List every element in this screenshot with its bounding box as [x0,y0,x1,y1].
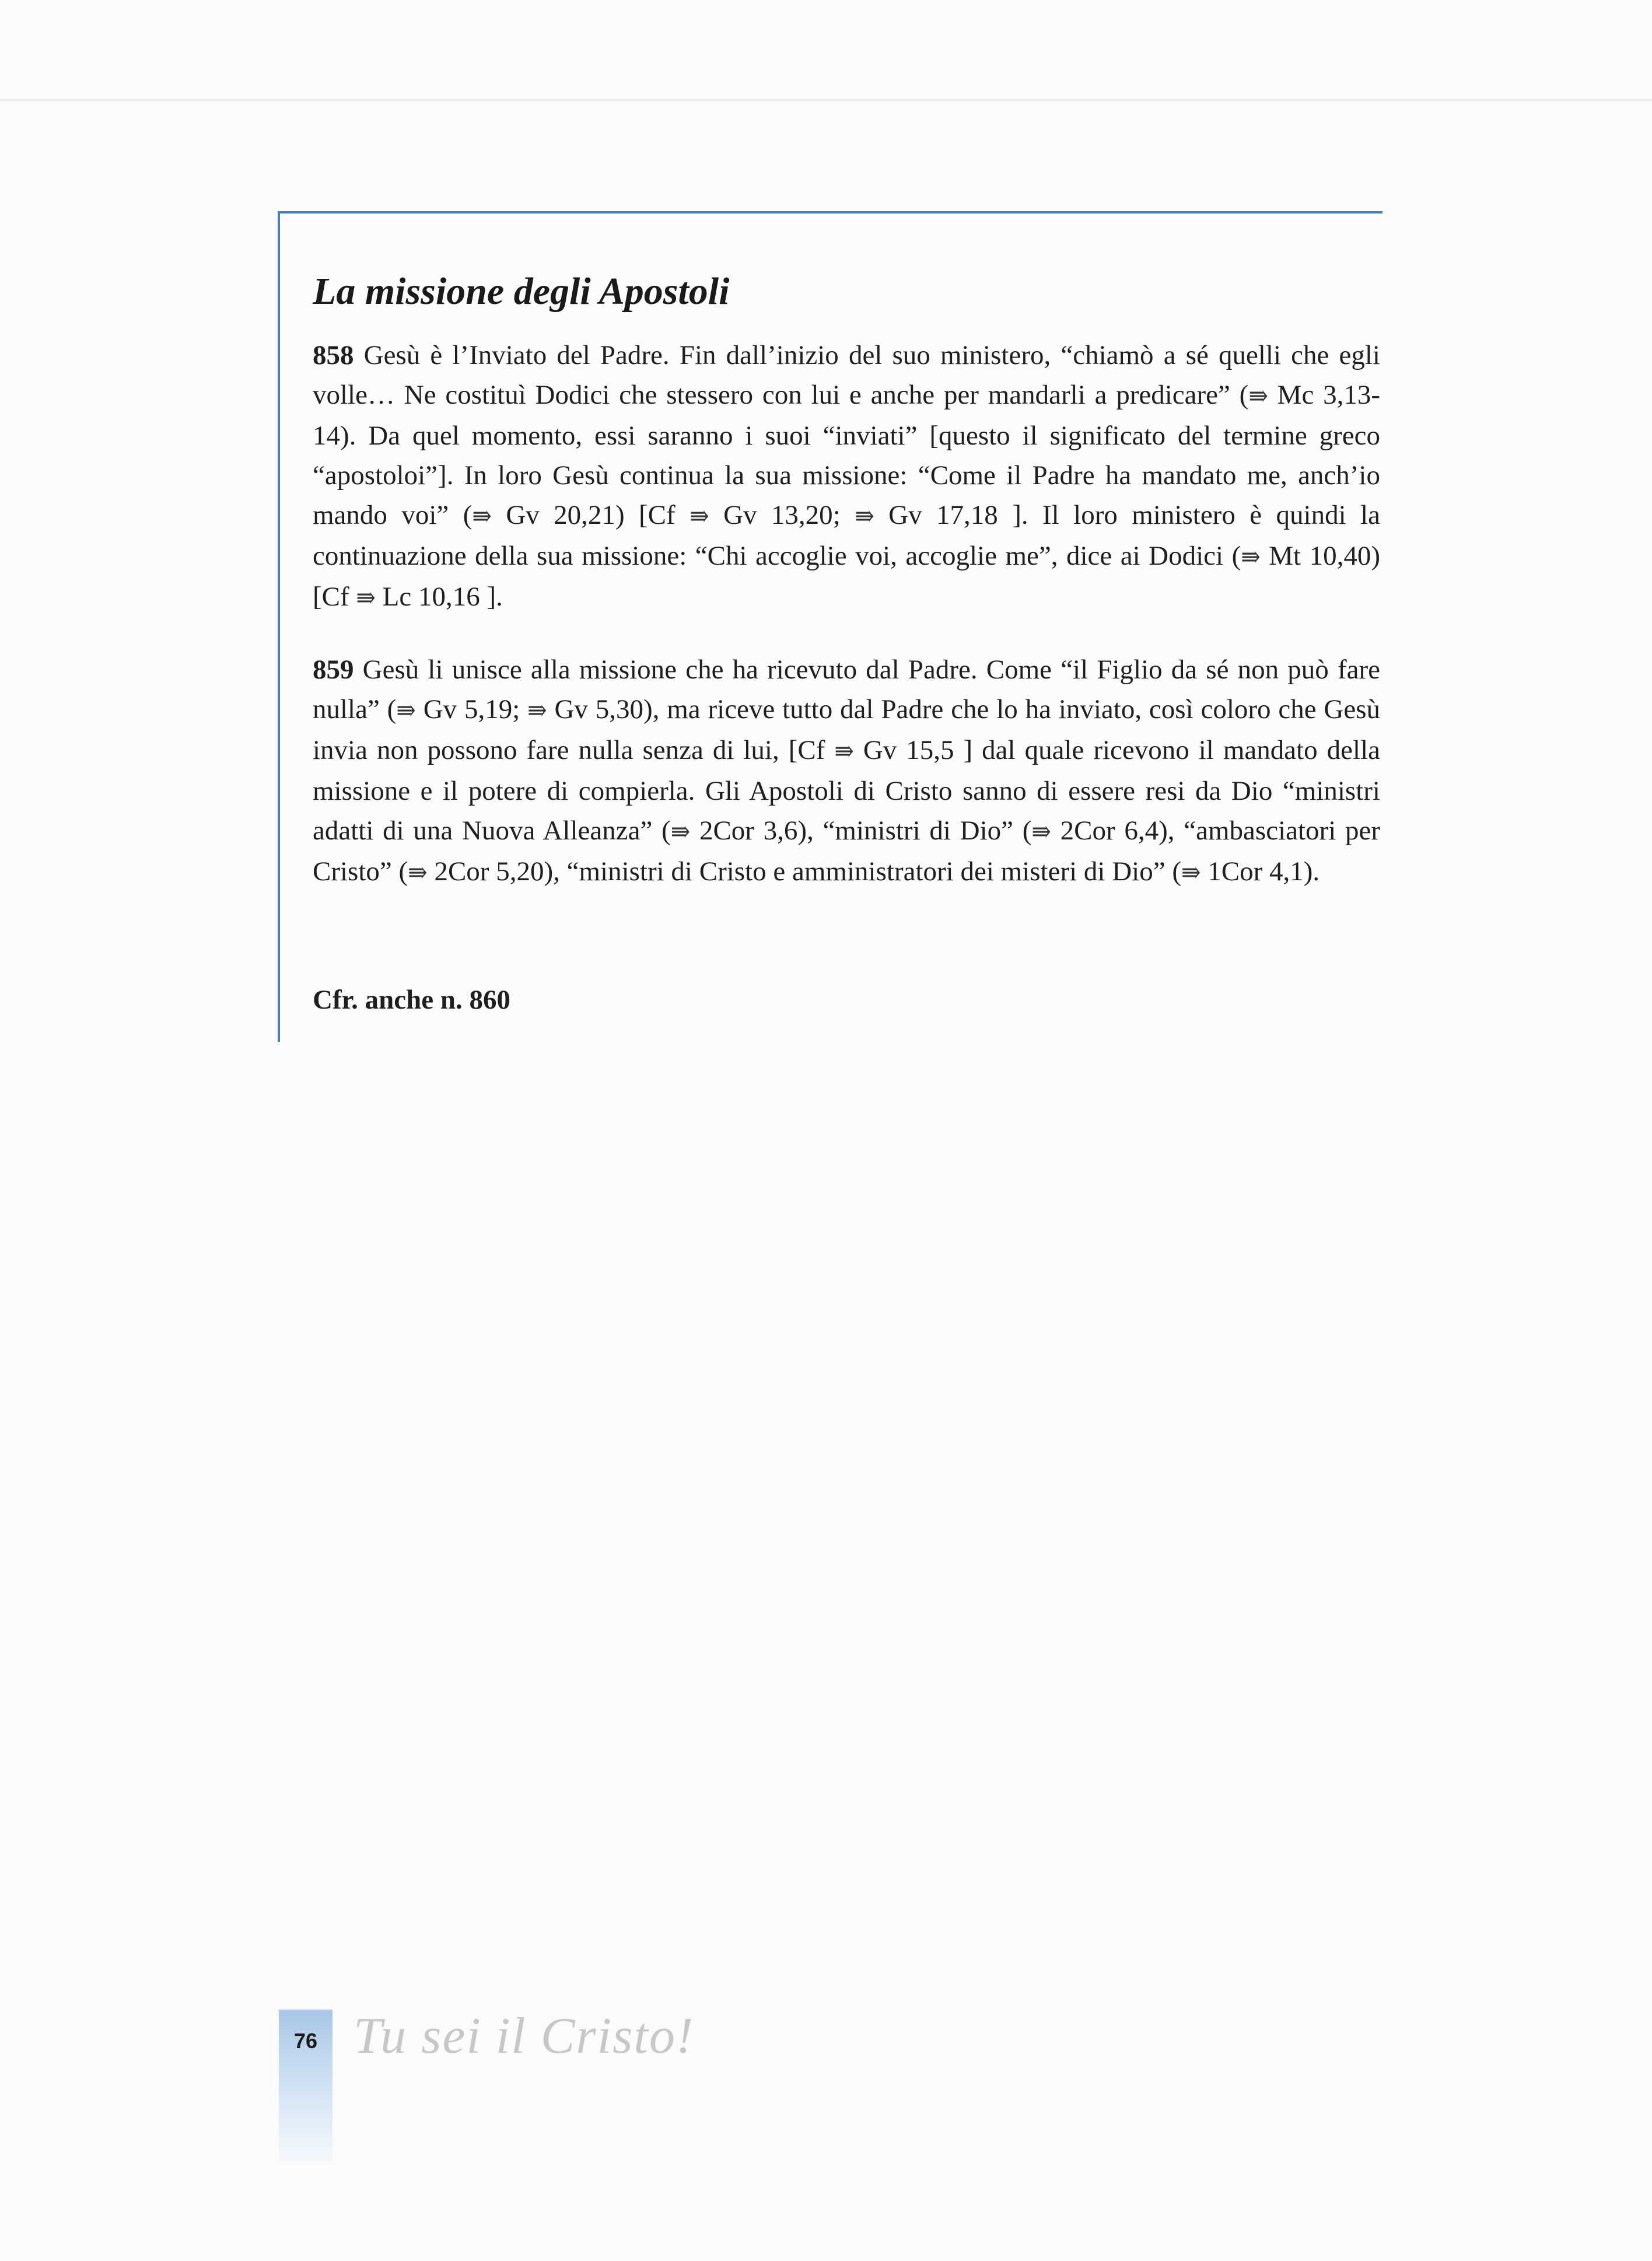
paragraph-858 [313,335,1380,618]
cross-reference-arrow-icon: ⇛ [690,503,709,529]
cross-reference-link[interactable]: 1Cor 4,1 [1208,856,1304,887]
paragraph-text: Gesù li unisce alla missione che ha ricevuto dal Padre. Come “il Figlio da sé non può fare nulla” ( [313,654,1380,724]
see-also-reference[interactable]: Cfr. anche n. 860 [313,985,511,1015]
cross-reference-link[interactable]: 2Cor 5,20 [434,856,544,887]
paragraph-text: ; [832,500,855,530]
section-title: La missione degli Apostoli [313,270,730,313]
cross-reference-arrow-icon: ⇛ [1248,383,1268,409]
paragraph-text: Gesù è l’Inviato del Padre. Fin dall’inizio del suo ministero, “chiamò a sé quelli che egli volle… Ne costituì Dodici che stessero con lui e anche per mandarli a predicare” ( [313,340,1380,410]
paragraph-number: 859 [313,654,354,685]
cross-reference-link[interactable]: Gv 17,18 [888,500,998,530]
paragraph-859 [313,650,1380,892]
cross-reference-link[interactable]: 2Cor 6,4 [1060,816,1159,846]
cross-reference-link[interactable]: Gv 20,21 [506,500,615,530]
cross-reference-link[interactable]: Mc 3,13-14 [313,380,1380,451]
paragraph-text: ]. Il loro ministero è quindi la continuazione della sua missione: “Chi accoglie voi, accoglie me”, dice ai Dodici ( [313,500,1381,571]
paragraph-text: ), “ministri di Dio” ( [797,816,1032,846]
cross-reference-link[interactable]: Gv 13,20 [723,500,833,530]
cross-reference-arrow-icon: ⇛ [670,818,691,845]
paragraph-number: 858 [313,340,354,370]
cross-reference-link[interactable]: Gv 15,5 [863,735,954,765]
paragraph-text: ] dal quale ricevono il mandato della missione e il potere di compierla. Gli Apostoli di Cristo sanno di essere resi da Dio “ministri adatti di una Nuova Alleanza” ( [313,735,1380,846]
paragraph-text: ) [Cf [615,500,690,530]
paragraph-text: ), “ministri di Cristo e amministratori dei misteri di Dio” ( [544,856,1182,887]
paragraph-text: ), “ambasciatori per Cristo” ( [313,816,1380,887]
paragraph-text: ). [1303,856,1320,887]
cross-reference-arrow-icon: ⇛ [396,697,416,723]
cross-reference-arrow-icon: ⇛ [1031,818,1051,845]
page-number: 76 [293,2029,318,2053]
cross-reference-arrow-icon: ⇛ [1181,859,1201,886]
cross-reference-arrow-icon: ⇛ [834,738,854,764]
paragraph-text: ; [512,694,528,724]
cross-reference-link[interactable]: Gv 5,30 [554,694,643,724]
paragraph-text: ), ma riceve tutto dal Padre che lo ha inviato, così coloro che Gesù invia non possono fare nulla senza di lui, [Cf [313,694,1381,765]
cross-reference-link[interactable]: Lc 10,16 [382,582,480,612]
running-title: Tu sei il Cristo! [354,2008,695,2064]
cross-reference-arrow-icon: ⇛ [527,697,547,723]
cross-reference-link[interactable]: Gv 5,19 [423,694,513,724]
cross-reference-arrow-icon: ⇛ [1241,544,1261,570]
cross-reference-arrow-icon: ⇛ [472,503,492,529]
paragraph-text: ) [Cf [313,541,1381,612]
paragraph-text: ]. [480,582,503,612]
cross-reference-arrow-icon: ⇛ [356,584,376,611]
cross-reference-link[interactable]: Mt 10,40 [1269,541,1371,571]
paragraph-text: ). Da quel momento, essi saranno i suoi “inviati” [questo il significato del termine greco “apostoloi”]. In loro Gesù continua la sua missione: “Come il Padre ha mandato me, anch’io mando voi” ( [313,421,1380,530]
cross-reference-arrow-icon: ⇛ [408,859,428,886]
section-content [313,265,1380,925]
scan-edge [0,99,1652,101]
cross-reference-link[interactable]: 2Cor 3,6 [699,816,798,846]
text-box-border-tail [278,978,280,1042]
cross-reference-arrow-icon: ⇛ [855,503,874,529]
